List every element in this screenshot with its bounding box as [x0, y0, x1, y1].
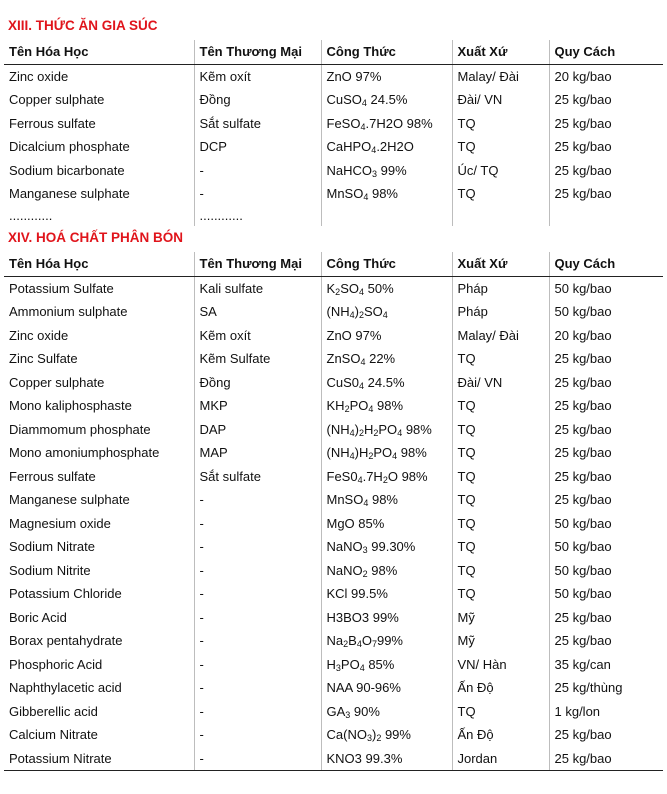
formula-cell: NaNO$_2$ 98% [321, 559, 452, 583]
chemical-name-cell: Phosphoric Acid [9, 656, 103, 672]
formula-cell: $KH_2PO_4$ 98% [321, 394, 452, 418]
formula-cell: NaHCO$_3$ 99% [321, 159, 452, 183]
origin-cell: TQ [452, 394, 549, 418]
trade-name-cell: - [194, 159, 321, 183]
section-title-fertilizer-chemicals: XIV. HOÁ CHẤT PHÂN BÓN [8, 230, 184, 245]
trade-name-cell: MAP [194, 441, 321, 465]
formula-cell: $K_2SO_4$ 50% [321, 276, 452, 300]
origin-cell: TQ [452, 182, 549, 206]
origin-cell: Pháp [452, 276, 549, 300]
packaging-cell: 50 kg/bao [549, 582, 663, 606]
packaging-cell: 25 kg/bao [549, 747, 663, 771]
packaging-cell: 25 kg/bao [549, 394, 663, 418]
table-row [4, 418, 663, 442]
table-row [4, 512, 663, 536]
formula-cell: ZnO 97% [321, 324, 452, 348]
header-origin: Xuất Xứ [452, 40, 549, 64]
chemical-name-cell: Naphthylacetic acid [9, 680, 122, 696]
chemical-name-cell: Sodium Nitrate [9, 539, 95, 555]
packaging-cell: 50 kg/bao [549, 512, 663, 536]
table-row [4, 488, 663, 512]
chemical-name-cell: Potassium Sulfate [9, 280, 114, 296]
origin-cell: TQ [452, 582, 549, 606]
origin-cell: TQ [452, 700, 549, 724]
ellipsis-cell: ............ [9, 208, 53, 223]
trade-name-cell: - [194, 488, 321, 512]
table-row [4, 182, 663, 206]
origin-cell: TQ [452, 465, 549, 489]
table-header-row [4, 40, 663, 64]
header-chemical-name: Tên Hóa Học [4, 252, 194, 276]
chemical-name-cell: Sodium Nitrite [9, 562, 91, 578]
trade-name-cell: - [194, 747, 321, 771]
origin-cell: Đài/ VN [452, 371, 549, 395]
chemical-name-cell: Zinc oxide [9, 327, 69, 343]
formula-cell: $FeS0_4.7H_2O$ 98% [321, 465, 452, 489]
packaging-cell: 25 kg/bao [549, 418, 663, 442]
formula-cell: $Ca(NO_3)_2$ 99% [321, 723, 452, 747]
packaging-cell: 50 kg/bao [549, 276, 663, 300]
trade-name-cell: - [194, 653, 321, 677]
formula-cell: MgO 85% [321, 512, 452, 536]
origin-cell: Ấn Độ [452, 723, 549, 747]
origin-cell: TQ [452, 488, 549, 512]
origin-cell: VN/ Hàn [452, 653, 549, 677]
chemical-name-cell: Copper sulphate [9, 374, 105, 390]
origin-cell: TQ [452, 559, 549, 583]
packaging-cell: 25 kg/thùng [549, 676, 663, 700]
origin-cell: Pháp [452, 300, 549, 324]
trade-name-cell: SA [194, 300, 321, 324]
trade-name-cell: - [194, 512, 321, 536]
formula-cell: $GA_3$ 90% [321, 700, 452, 724]
chemical-name-cell: Zinc oxide [9, 68, 69, 84]
formula-cell: ZnSO$_4$ 22% [321, 347, 452, 371]
section-title-animal-feed: XIII. THỨC ĂN GIA SÚC [8, 18, 158, 33]
fertilizer-chemicals-table [4, 252, 663, 770]
origin-cell: Ấn Độ [452, 676, 549, 700]
table-row [4, 465, 663, 489]
table-row [4, 394, 663, 418]
packaging-cell: 25 kg/bao [549, 347, 663, 371]
table-row [4, 88, 663, 112]
chemical-name-cell: Boric Acid [9, 609, 67, 625]
packaging-cell: 25 kg/bao [549, 606, 663, 630]
packaging-cell: 25 kg/bao [549, 159, 663, 183]
table-row [4, 112, 663, 136]
packaging-cell: 25 kg/bao [549, 465, 663, 489]
table-row [4, 347, 663, 371]
header-chemical-name: Tên Hóa Học [4, 40, 194, 64]
origin-cell: Malay/ Đài [452, 64, 549, 88]
formula-cell: MnSO$_4$ 98% [321, 182, 452, 206]
trade-name-cell: - [194, 629, 321, 653]
table-row [4, 700, 663, 724]
trade-name-cell: - [194, 606, 321, 630]
formula-cell: KNO3 99.3% [321, 747, 452, 771]
trade-name-cell: DCP [194, 135, 321, 159]
chemical-name-cell: Borax pentahydrate [9, 633, 123, 649]
packaging-cell: 20 kg/bao [549, 64, 663, 88]
packaging-cell: 25 kg/bao [549, 88, 663, 112]
table-row [4, 535, 663, 559]
trade-name-cell: Sắt sulfate [194, 465, 321, 489]
origin-cell: Mỹ [452, 606, 549, 630]
formula-cell: $Na_2B_4O_799\%$ [321, 629, 452, 653]
origin-cell: Jordan [452, 747, 549, 771]
table-header-row [4, 252, 663, 276]
header-formula: Công Thức [321, 252, 452, 276]
chemical-name-cell: Ferrous sulfate [9, 468, 96, 484]
formula-cell: CuSO$_4$ 24.5% [321, 88, 452, 112]
packaging-cell: 50 kg/bao [549, 300, 663, 324]
table-row [4, 676, 663, 700]
chemical-name-cell: Calcium Nitrate [9, 727, 98, 743]
trade-name-cell: - [194, 700, 321, 724]
formula-cell: $H_3PO_4$ 85% [321, 653, 452, 677]
table-bottom-rule [4, 770, 663, 771]
packaging-cell: 25 kg/bao [549, 182, 663, 206]
table-row [4, 135, 663, 159]
formula-cell: $(NH_4)_2SO_4$ [321, 300, 452, 324]
chemical-name-cell: Mono kaliphosphaste [9, 398, 132, 414]
formula-cell: $CuS0_4$ 24.5% [321, 371, 452, 395]
table-row [4, 300, 663, 324]
origin-cell: Malay/ Đài [452, 324, 549, 348]
chemical-name-cell: Sodium bicarbonate [9, 162, 125, 178]
formula-cell: NaNO$_3$ 99.30% [321, 535, 452, 559]
packaging-cell: 50 kg/bao [549, 559, 663, 583]
trade-name-cell: MKP [194, 394, 321, 418]
table-row [4, 371, 663, 395]
table-row [4, 441, 663, 465]
table-row [4, 653, 663, 677]
packaging-cell: 50 kg/bao [549, 535, 663, 559]
packaging-cell: 25 kg/bao [549, 112, 663, 136]
formula-cell: FeSO$_4$.7H2O 98% [321, 112, 452, 136]
trade-name-cell: - [194, 676, 321, 700]
origin-cell: Đài/ VN [452, 88, 549, 112]
formula-cell: H3BO3 99% [321, 606, 452, 630]
formula-cell: KCl 99.5% [321, 582, 452, 606]
table-row [4, 606, 663, 630]
header-formula: Công Thức [321, 40, 452, 64]
formula-cell: CaHPO$_4$.2H2O [321, 135, 452, 159]
table-row [4, 276, 663, 300]
chemical-name-cell: Ammonium sulphate [9, 304, 128, 320]
trade-name-cell: Kẽm Sulfate [194, 347, 321, 371]
origin-cell: TQ [452, 112, 549, 136]
formula-cell: $(NH_4)_2H_2PO_4$ 98% [321, 418, 452, 442]
trade-name-cell: Sắt sulfate [194, 112, 321, 136]
chemical-name-cell: Zinc Sulfate [9, 351, 78, 367]
ellipsis-cell [321, 206, 452, 226]
trade-name-cell: Kali sulfate [194, 276, 321, 300]
formula-cell: $(NH_4)H_2PO_4$ 98% [321, 441, 452, 465]
trade-name-cell: - [194, 535, 321, 559]
packaging-cell: 25 kg/bao [549, 371, 663, 395]
origin-cell: TQ [452, 512, 549, 536]
trade-name-cell: - [194, 723, 321, 747]
header-trade-name: Tên Thương Mại [194, 40, 321, 64]
chemical-name-cell: Manganese sulphate [9, 492, 130, 508]
chemical-name-cell: Diammomum phosphate [9, 421, 151, 437]
packaging-cell: 25 kg/bao [549, 488, 663, 512]
table-row [4, 559, 663, 583]
chemical-name-cell: Dicalcium phosphate [9, 139, 130, 155]
table-row [4, 582, 663, 606]
origin-cell: TQ [452, 135, 549, 159]
packaging-cell: 20 kg/bao [549, 324, 663, 348]
origin-cell: Úc/ TQ [452, 159, 549, 183]
trade-name-cell: Kẽm oxít [194, 324, 321, 348]
table-row [4, 64, 663, 88]
chemical-name-cell: Magnesium oxide [9, 515, 111, 531]
formula-cell: NAA 90-96% [321, 676, 452, 700]
trade-name-cell: - [194, 559, 321, 583]
origin-cell: TQ [452, 418, 549, 442]
header-packaging: Quy Cách [549, 40, 663, 64]
trade-name-cell: - [194, 582, 321, 606]
header-origin: Xuất Xứ [452, 252, 549, 276]
chemical-name-cell: Gibberellic acid [9, 703, 98, 719]
origin-cell: TQ [452, 535, 549, 559]
chemical-name-cell: Ferrous sulfate [9, 115, 96, 131]
table-row [4, 723, 663, 747]
ellipsis-cell [452, 206, 549, 226]
packaging-cell: 25 kg/bao [549, 629, 663, 653]
trade-name-cell: Kẽm oxít [194, 64, 321, 88]
trade-name-cell: DAP [194, 418, 321, 442]
origin-cell: TQ [452, 441, 549, 465]
trade-name-cell: Đồng [194, 371, 321, 395]
chemical-name-cell: Manganese sulphate [9, 186, 130, 202]
ellipsis-row [4, 206, 663, 226]
chemical-name-cell: Copper sulphate [9, 92, 105, 108]
chemical-name-cell: Potassium Nitrate [9, 750, 112, 766]
table-row [4, 747, 663, 771]
packaging-cell: 25 kg/bao [549, 723, 663, 747]
table-row [4, 324, 663, 348]
chemical-name-cell: Potassium Chloride [9, 586, 122, 602]
trade-name-cell: Đồng [194, 88, 321, 112]
chemical-name-cell: Mono amoniumphosphate [9, 445, 160, 461]
origin-cell: Mỹ [452, 629, 549, 653]
table-row [4, 159, 663, 183]
origin-cell: TQ [452, 347, 549, 371]
ellipsis-cell [549, 206, 663, 226]
table-row [4, 629, 663, 653]
animal-feed-table [4, 40, 663, 226]
packaging-cell: 25 kg/bao [549, 135, 663, 159]
packaging-cell: 1 kg/lon [549, 700, 663, 724]
formula-cell: ZnO 97% [321, 64, 452, 88]
formula-cell: MnSO$_4$ 98% [321, 488, 452, 512]
trade-name-cell: - [194, 182, 321, 206]
header-trade-name: Tên Thương Mại [194, 252, 321, 276]
packaging-cell: 25 kg/bao [549, 441, 663, 465]
ellipsis-cell: ............ [194, 206, 321, 226]
packaging-cell: 35 kg/can [549, 653, 663, 677]
header-packaging: Quy Cách [549, 252, 663, 276]
